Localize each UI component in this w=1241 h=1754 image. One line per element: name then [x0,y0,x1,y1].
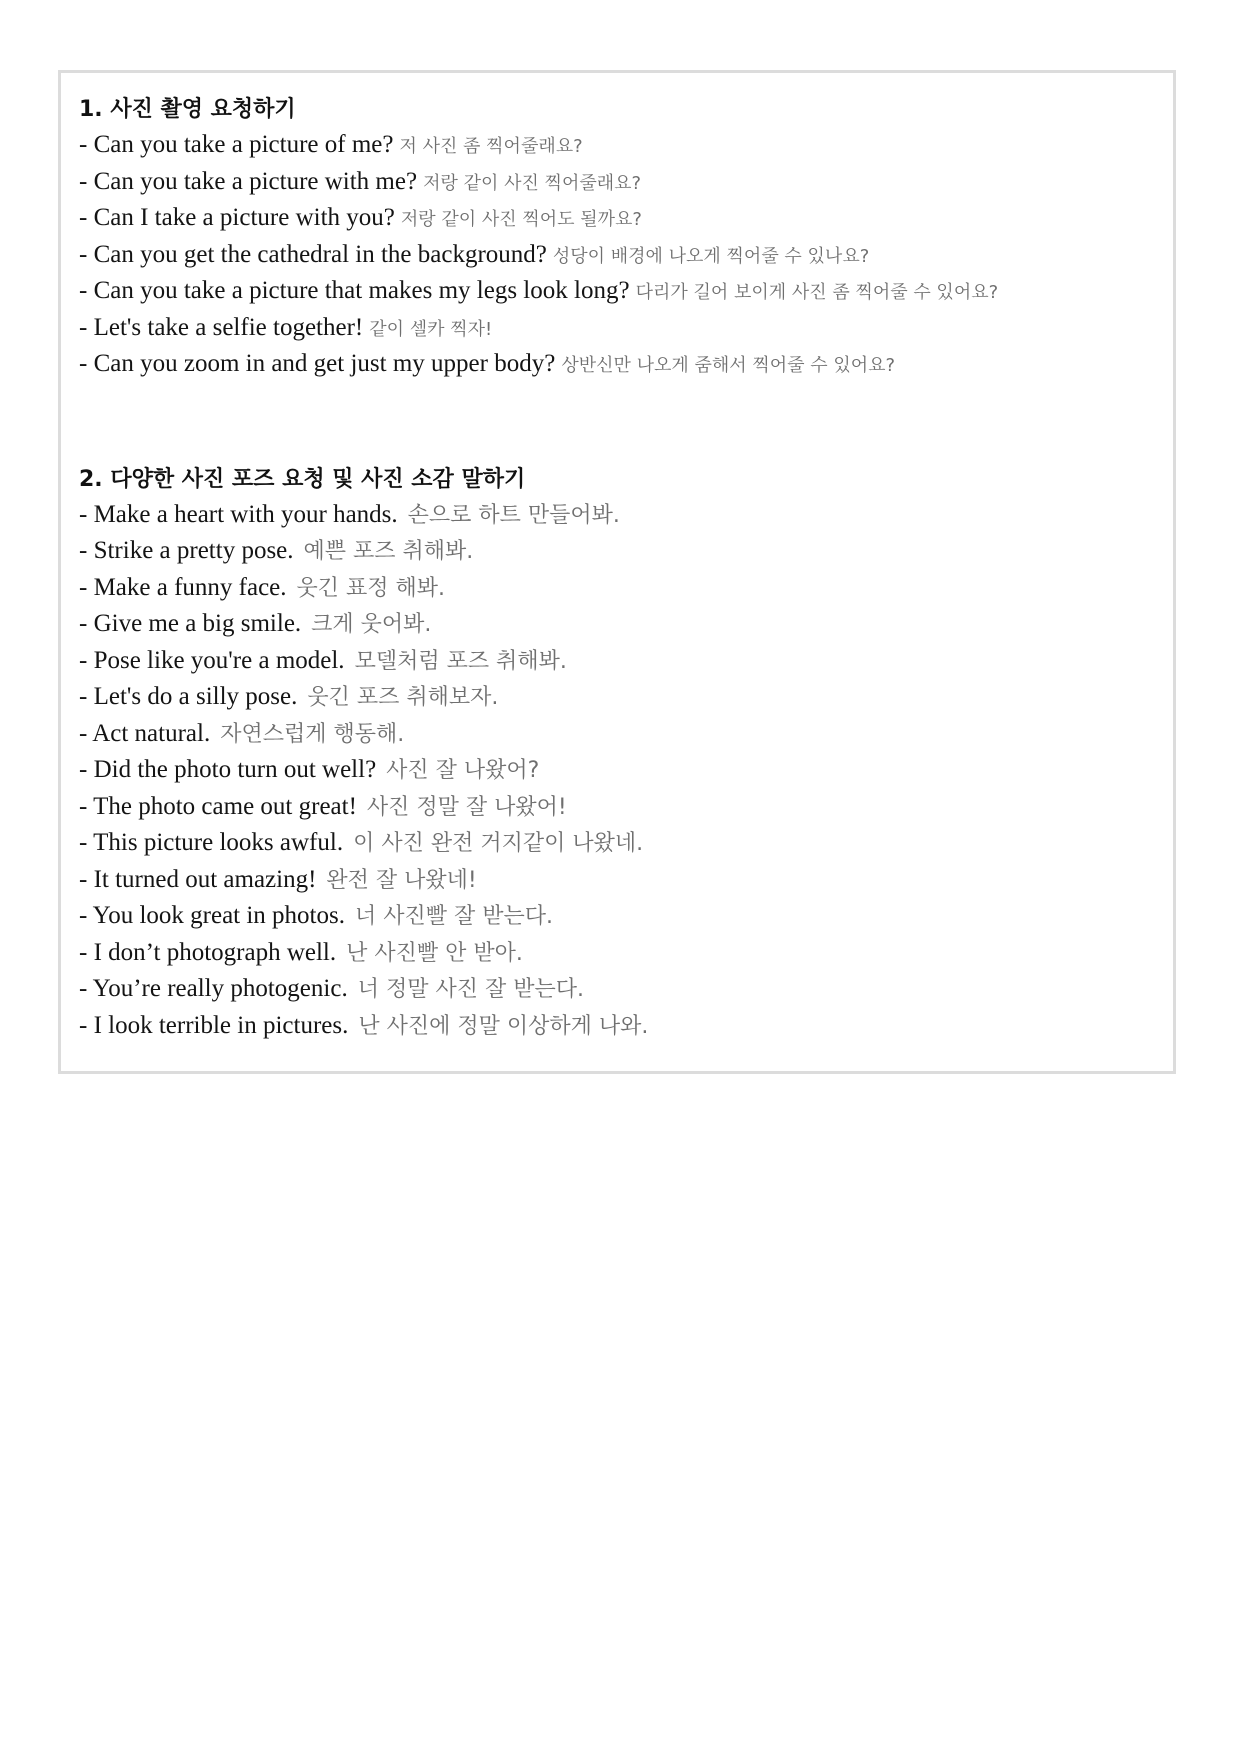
phrase-korean: 저랑 같이 사진 찍어도 될까요? [400,209,642,230]
phrase-content [79,93,1163,1044]
phrase-korean: 사진 정말 잘 나왔어! [366,794,567,820]
phrase-line [79,716,1163,753]
phrase-line [79,1008,1163,1045]
phrase-line [79,825,1163,862]
phrase-line [79,862,1163,899]
phrase-english: - Can you take a picture of me? [79,131,394,158]
phrase-korean: 난 사진빨 안 받아. [346,940,523,966]
section-title: 2. 다양한 사진 포즈 요청 및 사진 소감 말하기 [79,466,526,492]
phrase-korean: 완전 잘 나왔네! [326,867,477,893]
phrase-line [79,898,1163,935]
phrase-english: - Strike a pretty pose. [79,537,294,564]
phrase-english: - The photo came out great! [79,792,357,820]
phrase-english: - It turned out amazing! [79,865,317,893]
section-poses-and-reactions [79,463,1163,1045]
phrase-korean: 자연스럽게 행동해. [220,721,405,747]
phrase-english: - Pose like you're a model. [79,646,345,674]
phrase-english: - Let's do a silly pose. [79,683,298,710]
phrase-korean: 사진 잘 나왔어? [386,758,540,783]
phrase-line [79,570,1163,607]
phrase-english: - I don’t photograph well. [79,938,337,966]
phrase-line [79,200,1163,237]
phrase-line [79,497,1163,534]
phrase-line [79,346,1163,383]
phrase-english: - Can you take a picture with me? [79,167,418,195]
phrase-korean: 같이 셀카 찍자! [369,318,493,340]
phrase-line [79,935,1163,972]
phrase-korean: 예쁜 포즈 취해봐. [303,539,474,564]
section-title: 1. 사진 촬영 요청하기 [79,97,296,122]
phrase-korean: 웃긴 포즈 취해보자. [307,685,499,710]
phrase-line [79,643,1163,680]
phrase-korean: 너 사진빨 잘 받는다. [354,904,553,929]
phrase-line [79,606,1163,643]
phrase-english: - Can I take a picture with you? [79,204,395,231]
phrase-english: - Can you zoom in and get just my upper body? [79,350,556,377]
phrase-line [79,127,1163,164]
phrase-line [79,679,1163,716]
phrase-line [79,273,1163,310]
phrase-korean: 손으로 하트 만들어봐. [407,502,620,528]
phrase-korean: 성당이 배경에 나오게 찍어줄 수 있나요? [552,245,870,267]
phrase-korean: 웃긴 표정 해봐. [296,575,446,601]
phrase-korean: 상반신만 나오게 줌해서 찍어줄 수 있어요? [561,355,896,376]
phrase-line [79,971,1163,1008]
phrase-english: - Make a funny face. [79,573,287,601]
phrase-korean: 크게 웃어봐. [311,612,432,637]
phrase-english: - Let's take a selfie together! [79,313,364,341]
phrase-korean: 너 정말 사진 잘 받는다. [357,977,584,1002]
phrase-english: - You’re really photogenic. [79,975,348,1002]
phrase-line [79,752,1163,789]
phrase-line [79,533,1163,570]
phrase-korean: 난 사진에 정말 이상하게 나와. [358,1013,649,1039]
phrase-korean: 모델처럼 포즈 취해봐. [354,648,567,674]
phrase-korean: 저 사진 좀 찍어줄래요? [399,136,583,157]
phrase-english: - Can you get the cathedral in the background? [79,240,547,268]
phrase-english: - Can you take a picture that makes my legs look long? [79,277,630,304]
phrase-english: - I look terrible in pictures. [79,1011,349,1039]
phrase-korean: 다리가 길어 보이게 사진 좀 찍어줄 수 있어요? [635,282,999,303]
section-photo-requests [79,93,1163,383]
phrase-english: - This picture looks awful. [79,829,344,856]
phrase-line [79,164,1163,201]
phrase-english: - Give me a big smile. [79,610,302,637]
phrase-korean: 이 사진 완전 거지같이 나왔네. [353,831,644,856]
phrase-box [58,70,1176,1074]
phrase-line [79,310,1163,347]
phrase-line [79,789,1163,826]
phrase-english: - Make a heart with your hands. [79,500,398,528]
phrase-english: - You look great in photos. [79,902,345,929]
phrase-line [79,237,1163,274]
phrase-english: - Did the photo turn out well? [79,756,377,783]
phrase-english: - Act natural. [79,719,211,747]
phrase-korean: 저랑 같이 사진 찍어줄래요? [423,172,642,194]
